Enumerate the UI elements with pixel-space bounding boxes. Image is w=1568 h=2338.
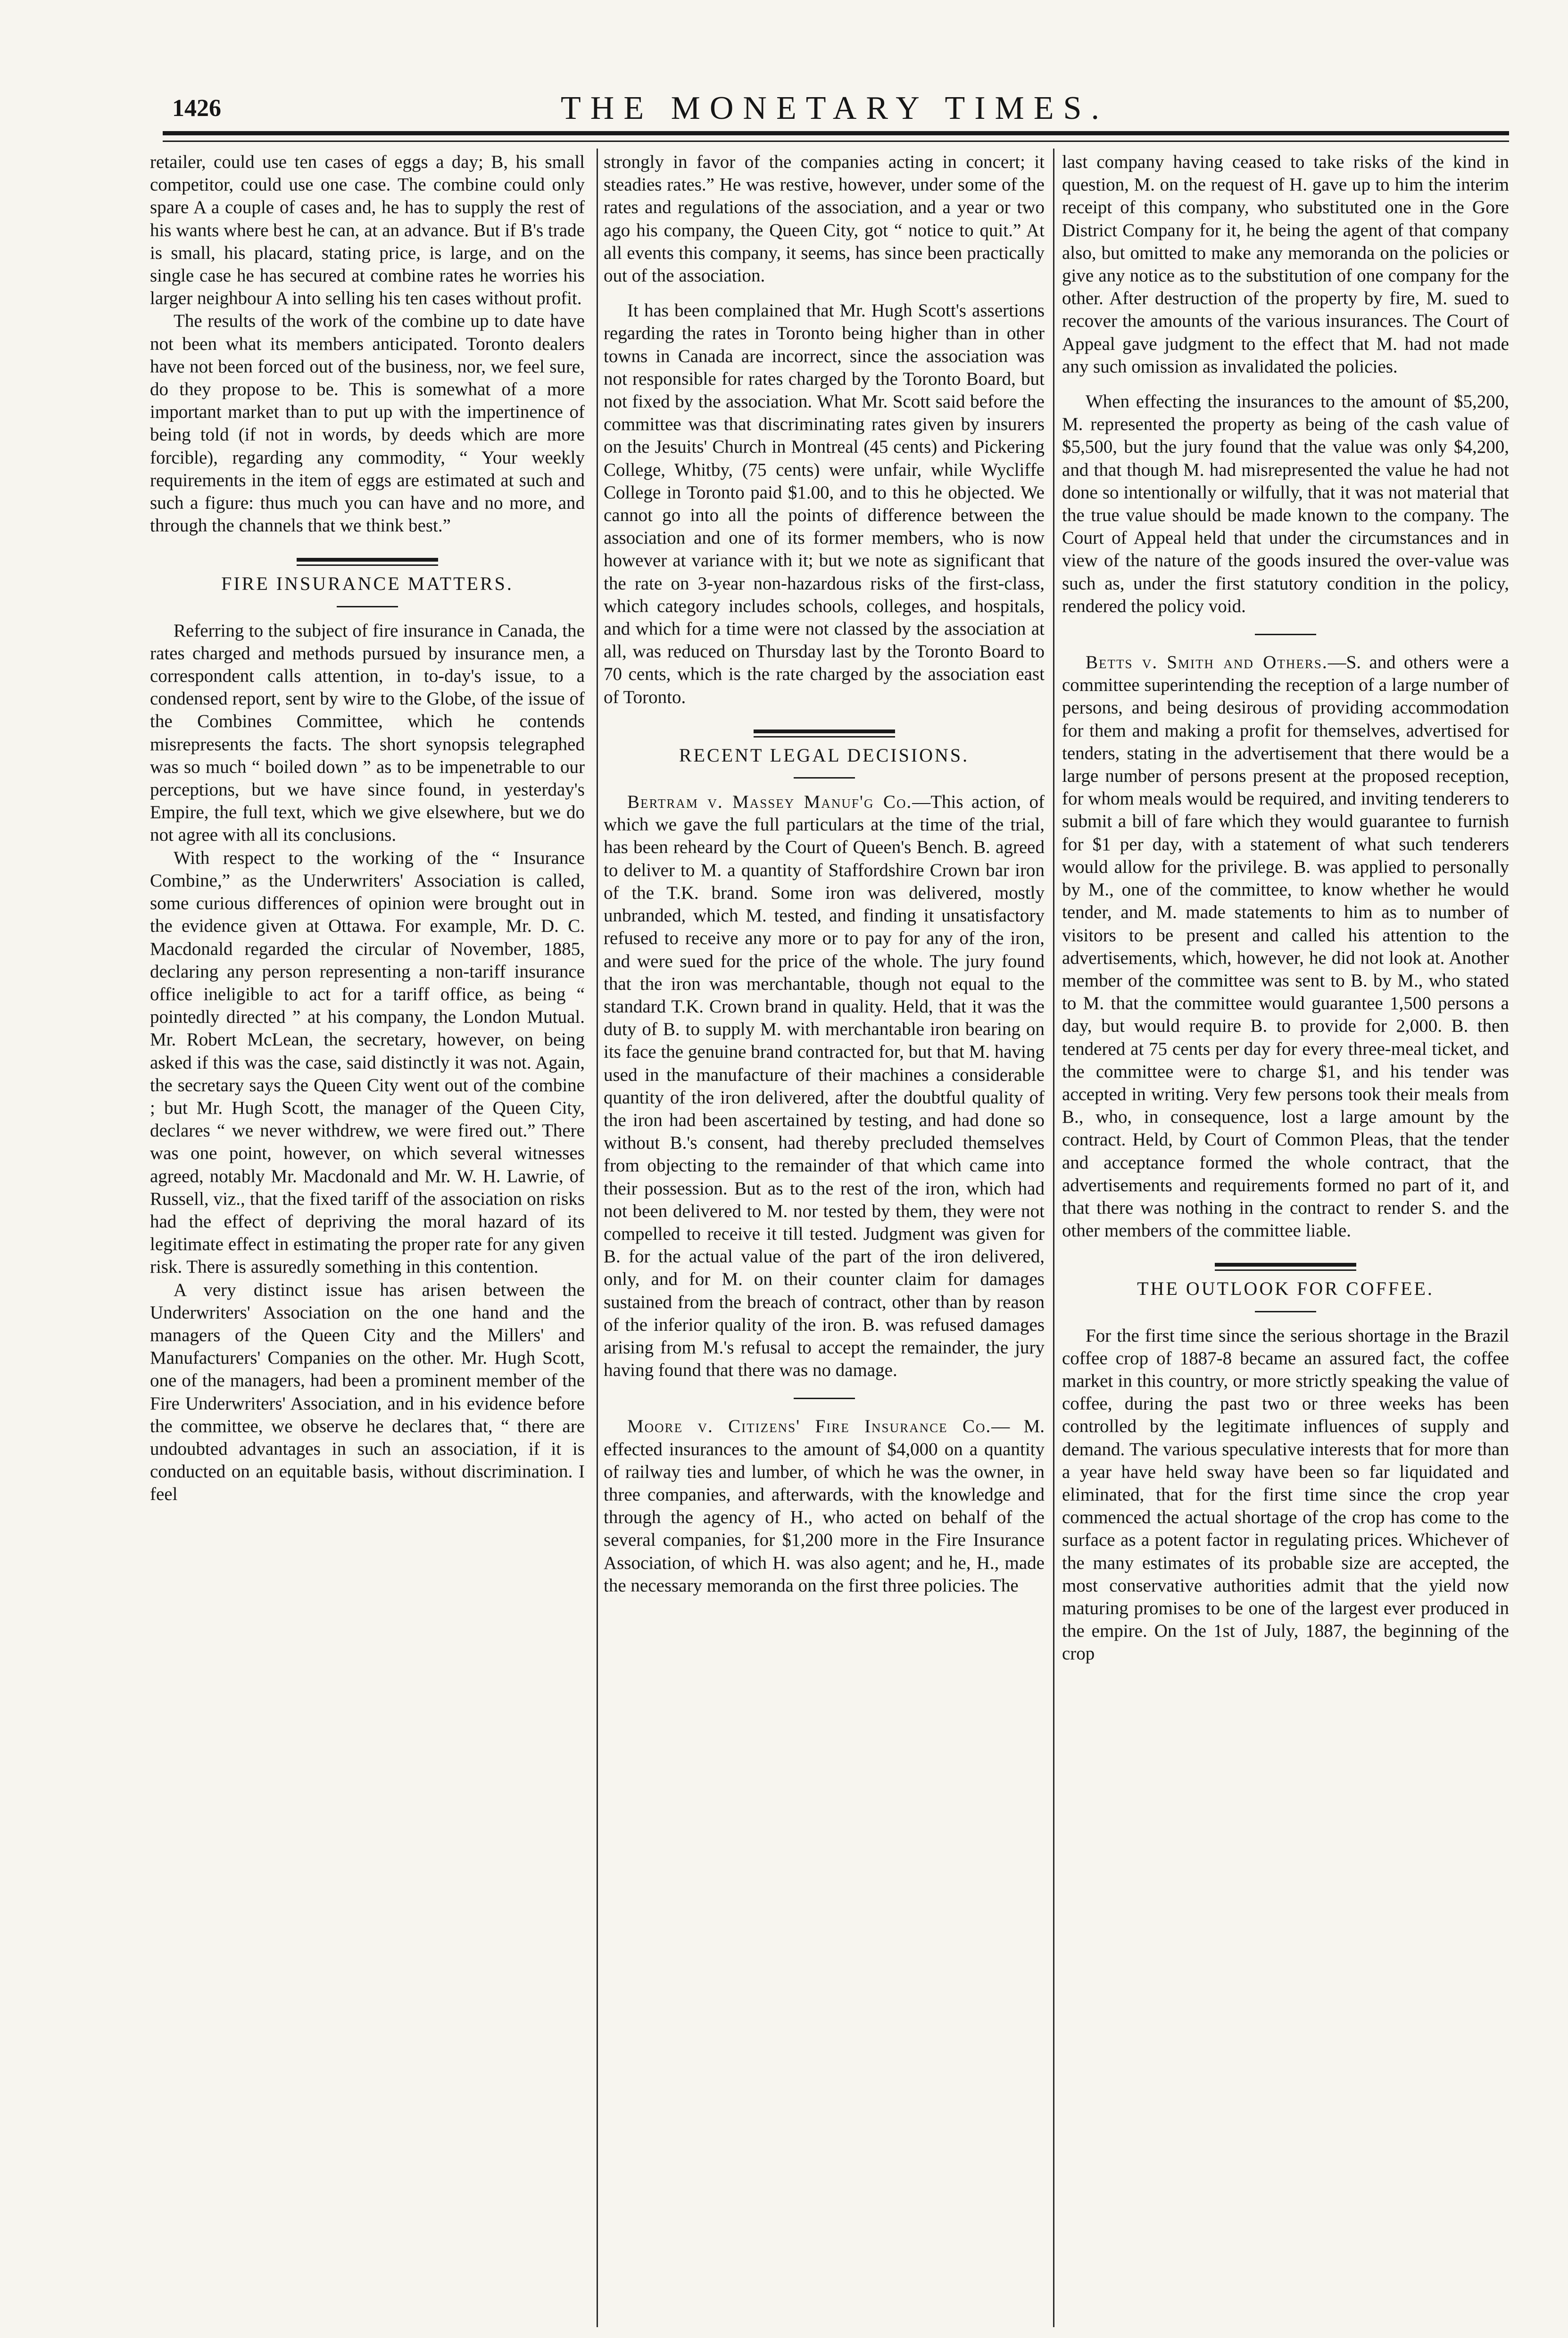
case-title: Moore v. Citizens' Fire Insurance Co. [627,1416,992,1437]
column-divider [597,149,598,2327]
page-number: 1426 [172,95,221,122]
section-heading: FIRE INSURANCE MATTERS. [221,573,514,595]
paragraph: strongly in favor of the companies acting in concert; it steadies rates.” He was restive, however, under some of the rates and regulations of the association, and a year or two ago his company, the Queen City, got “ notice to quit.” At all events this company, it seems, has since been practically out of the association. [604,152,1045,286]
paragraph: When effecting the insurances to the amount of $5,200, M. represented the property as being of the cash value of $5,500, but the jury found that the value was only $4,200, and that though M. had misrepresented the value he had not done so intentionally or wilfully, that it was not material that the true value should be made known to the company. The Court of Appeal held that under the circumstances and in view of the nature of the goods insured the over-value was such as, under the first statutory condition in the policy, rendered the policy void. [1062,391,1509,616]
paragraph: last company having ceased to take risks of the kind in question, M. on the request of H. gave up to him the interim receipt of this company, who substituted one in the Gore District Company for it, he being the agent of that company also, but omitted to make any memoranda on the policies or give any notice as to the substitution of one company for the other. After destruction of the property by fire, M. sued to recover the amounts of the various insurances. The Court of Appeal gave judgment to the effect that M. had not made any such omission as invalidated the policies. [1062,152,1509,377]
page-header [160,90,1509,127]
paragraph: Referring to the subject of fire insurance in Canada, the rates charged and methods pursued by insurance men, a correspondent calls attention, in to-day's issue, to a condensed report, sent by wire to the Globe, of the issue of the Combines Committee, which he contends misrepresents the facts. The short synopsis telegraphed was so much “ boiled down ” as to be impenetrable to our perceptions, but we have since found, in yesterday's Empire, the full text, which we give elsewhere, but we do not agree with all its conclusions. [150,620,585,846]
case-text: — M. effected insurances to the amount of $4,000 on a quantity of railway ties and lumber, of which he was the owner, in three companies, and afterwards, with the knowledge and through the agency of H., who acted on behalf of the several companies, for $1,200 more in the Fire Insurance Association, of which H. was also agent; and he, H., made the necessary memoranda on the first three policies. The [604,1416,1045,1596]
case-paragraph [604,791,1045,1382]
masthead-title: THE MONETARY TIMES. [561,90,1109,126]
paragraph: With respect to the working of the “ Insurance Combine,” as the Underwriters' Association is called, some curious differences of opinion were brought out in the evidence given at Ottawa. For example, Mr. D. C. Macdonald regarded the circular of November, 1885, declaring any person representing a non-tariff insurance office ineligible to act for a tariff office, as being “ pointedly directed ” at his company, the London Mutual. Mr. Robert McLean, the secretary, however, on being asked if this was the case, said distinctly it was not. Again, the secretary says the Queen City went out of the combine ; but Mr. Hugh Scott, the manager of the Queen City, declares “ we never withdrew, we were fired out.” There was one point, however, on which several witnesses agreed, notably Mr. Macdonald and Mr. W. H. Lawrie, of Russell, viz., that the fixed tariff of the association on risks had the effect of depriving the moral hazard of its legitimate effect in estimating the proper rate for any given risk. There is assuredly something in this contention. [150,847,585,1277]
section-heading: RECENT LEGAL DECISIONS. [679,744,970,766]
paragraph: It has been complained that Mr. Hugh Scott's assertions regarding the rates in Toronto being higher than in other towns in Canada are incorrect, since the association was not responsible for rates charged by the Toronto Board, but not fixed by the association. What Mr. Scott said before the committee was that discriminating rates given by insurers on the Jesuits' Church in Montreal (45 cents) and Pickering College, Whitby, (75 cents) were unfair, while Wycliffe College in Toronto paid $1.00, and to this he objected. We cannot go into all the points of difference between the association and one of its former members, who is now however at variance with it; but we note as significant that the rate on 3-year non-hazardous risks of the first-class, which category includes schools, colleges, and hospitals, and which for a time were not classed by the association at all, was reduced on Thursday last by the Toronto Board to 70 cents, which is the rate charged by the association east of Toronto. [604,300,1045,707]
column-1 [150,151,585,2327]
heading-rule [337,606,398,607]
section-separator [754,730,895,738]
column-3 [1062,151,1509,2327]
case-text: —This action, of which we gave the full particulars at the time of the trial, has been reheard by the Court of Queen's Bench. B. agreed to deliver to M. a quantity of Staffordshire Crown bar iron of the T.K. brand. Some iron was delivered, mostly unbranded, which M. tested, and finding it unsatisfactory refused to receive any more or to pay for any of the iron, and were sued for the price of the whole. The jury found that the iron was merchantable, though not equal to the standard T.K. Crown brand in quality. Held, that it was the duty of B. to supply M. with merchantable iron bearing on its face the genuine brand contracted for, but that M. having used in the manufacture of their machines a considerable quantity of the iron delivered, after the doubtful quality of the iron had been ascertained by testing, and had done so without B.'s consent, had thereby precluded themselves from objecting to the remainder of that which came into their possession. But as to the rest of the iron, which had not been delivered to M. nor tested by them, they were not compelled to receive it till tested. Judgment was given for B. for the actual value of the part of the iron delivered, only, and for M. on their counter claim for damages sustained from the breach of contract, other than by reason of the inferior quality of the iron. B. was refused damages arising from M.'s refusal to accept the remainder, the jury having found that there was no damage. [604,792,1045,1381]
column-divider [1053,149,1054,2327]
section-separator [297,558,438,566]
column-2 [604,151,1045,2327]
header-rule-thin [163,141,1509,142]
case-paragraph [1062,651,1509,1242]
spacer [604,287,1045,299]
paragraph: A very distinct issue has arisen between the Underwriters' Association on the one hand and the managers of the Queen City and the Millers' and Manufacturers' Companies on the other. Mr. Hugh Scott, one of the managers, had been a prominent member of the Fire Underwriters' Association, and in his evidence before the committee, we observe he declares that, “ there are undoubted advantages in such an association, if it is conducted on an equitable basis, without discrimination. I feel [150,1279,585,1505]
section-heading: THE OUTLOOK FOR COFFEE. [1137,1278,1434,1300]
section-separator [1215,1263,1356,1271]
heading-rule [794,777,855,779]
case-paragraph [604,1415,1045,1597]
case-separator [794,1398,855,1399]
case-title: Betts v. Smith and Others. [1086,652,1328,673]
paragraph: retailer, could use ten cases of eggs a day; B, his small competitor, could use one case. The combine could only spare A a couple of cases and, he has to supply the rest of his wants where best he can, at an advance. But if B's trade is small, his placard, stating price, is large, and on the single case he has secured at combine rates he worries his larger neighbour A into selling his ten cases without profit. [150,152,585,309]
paragraph: For the first time since the serious shortage in the Brazil coffee crop of 1887-8 became an assured fact, the coffee market in this country, or more strictly speaking the value of coffee, during the past two or three weeks has been controlled by the legitimate influences of supply and demand. The various speculative interests that for more than a year have held sway have been so far liquidated and eliminated, that for the first time since the crop year commenced the actual shortage of the crop has come to the surface as a potent factor in regulating prices. Whichever of the many estimates of its probable size are accepted, the most conservative authorities admit that the yield now maturing promises to be one of the largest ever produced in the empire. On the 1st of July, 1887, the beginning of the crop [1062,1325,1509,1664]
spacer [1062,378,1509,390]
heading-rule [1255,1311,1316,1312]
case-separator [1255,634,1316,635]
header-rule-thick [163,131,1509,135]
case-text: —S. and others were a committee superintending the reception of a large number of persons, and being desirous of providing accommodation for them and making a profit for themselves, advertised for tenders, stating in the advertisement that there would be a large number of persons present at the proposed reception, for whom meals would be required, and inviting tenderers to submit a bill of fare which they would guarantee to furnish for $1 per day, with a statement of what such tenderers would allow for the privilege. B. was applied to personally by M., one of the committee, to know whether he would tender, and M. made statements to him as to number of visitors to be present and called his attention to the advertisements, which, however, he did not look at. Another member of the committee was sent to B. by M., who stated to M. that the committee would guarantee 1,500 persons a day, but would require B. to provide for 2,000. B. then tendered at 75 cents per day for every three-meal ticket, and the committee were to charge $1, and his tender was accepted in writing. Very few persons took their meals from B., who, in consequence, lost a large amount by the contract. Held, by Court of Common Pleas, that the tender and acceptance formed the whole contract, that the advertisements and requirements formed no part of it, and that there was nothing in the contract to render S. and the other members of the committee liable. [1062,652,1509,1241]
case-title: Bertram v. Massey Manuf'g Co. [627,792,913,812]
paragraph: The results of the work of the combine up to date have not been what its members anticipated. Toronto dealers have not been forced out of the business, nor, we feel sure, do they propose to be. This is somewhat of a more important market than to put up with the impertinence of being told (if not in words, by deeds which are more forcible), regarding any commodity, “ Your weekly requirements in the item of eggs are estimated at such and such a figure: thus much you can have and no more, and through the channels that we think best.” [150,311,585,536]
